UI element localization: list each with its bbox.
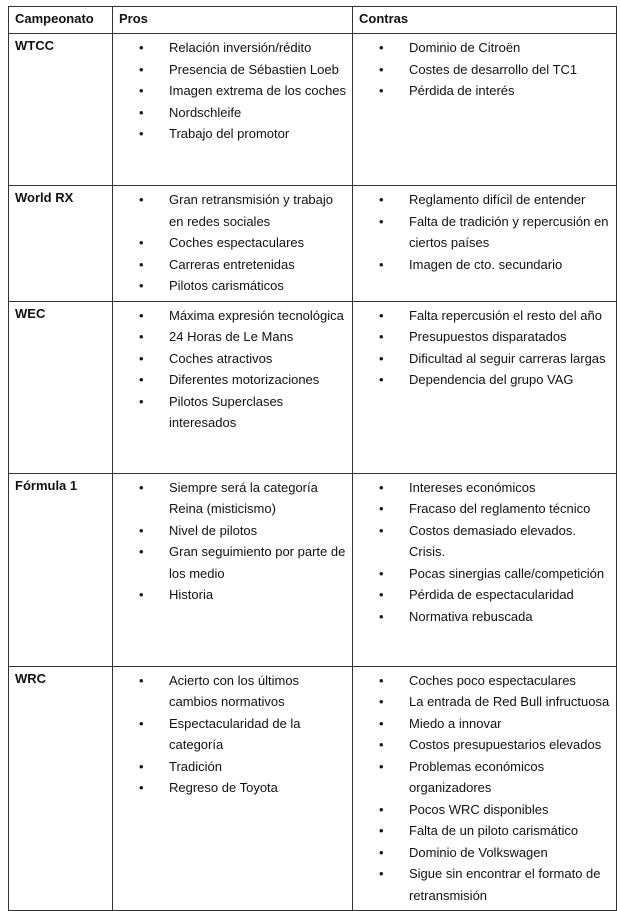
championship-name: WTCC: [9, 34, 113, 186]
list-item-text: Dominio de Citroën: [409, 40, 521, 55]
list-item-text: Trabajo del promotor: [169, 126, 290, 141]
list-item-text: Carreras entretenidas: [169, 256, 295, 272]
bullet-icon: •: [379, 501, 384, 516]
list-item: [113, 254, 348, 276]
bullet-icon: •: [379, 213, 384, 229]
list-item: [353, 254, 612, 276]
list-item: [353, 863, 612, 906]
list-item: [113, 670, 348, 713]
bullet-icon: •: [379, 737, 384, 752]
list-item: [113, 477, 348, 520]
pros-cell: [113, 34, 353, 186]
bullet-icon: •: [379, 587, 384, 602]
bullet-icon: •: [379, 801, 384, 817]
list-item: [353, 211, 612, 254]
bullet-icon: •: [379, 307, 384, 323]
list-item-text: Imagen de cto. secundario: [409, 256, 563, 272]
list-item: [353, 691, 612, 713]
list-item-text: Coches atractivos: [169, 350, 273, 366]
list-item: [353, 305, 612, 327]
list-item-text: Falta de un piloto carismático: [409, 823, 579, 838]
list-item: [353, 189, 612, 211]
list-item-text: Costos demasiado elevados. Crisis.: [409, 522, 576, 559]
list-item-text: Falta de tradición y repercusión en ciertos países: [409, 213, 609, 250]
list-item: [353, 670, 612, 692]
contras-cell: [353, 301, 617, 473]
list-item-text: Falta repercusión el resto del año: [409, 307, 602, 323]
bullet-icon: •: [379, 608, 384, 624]
list-item-text: Pérdida de espectacularidad: [409, 587, 574, 602]
list-item: [113, 305, 348, 327]
bullet-icon: •: [379, 372, 384, 387]
list-item: [353, 348, 612, 370]
bullet-icon: •: [379, 866, 384, 881]
contras-list: [353, 474, 616, 632]
bullet-icon: •: [139, 329, 144, 344]
list-item: [113, 391, 348, 434]
list-item-text: Presupuestos disparatados: [409, 329, 567, 344]
championship-name: World RX: [9, 186, 113, 302]
list-item: [113, 189, 348, 232]
list-item-text: Nordschleife: [169, 104, 242, 120]
list-item: [113, 232, 348, 254]
list-item-text: Dominio de Volkswagen: [409, 844, 548, 860]
bullet-icon: •: [139, 544, 144, 559]
list-item: [113, 59, 348, 81]
list-item-text: Sigue sin encontrar el formato de retransmisión: [409, 866, 601, 903]
list-item: [353, 37, 612, 59]
list-item: [353, 563, 612, 585]
list-item: [113, 713, 348, 756]
list-item: [113, 348, 348, 370]
table-row: [9, 666, 617, 911]
comparison-table: [8, 6, 617, 911]
header-pros: Pros: [113, 7, 353, 34]
list-item-text: Reglamento difícil de entender: [409, 192, 586, 207]
bullet-icon: •: [379, 844, 384, 860]
list-item: [113, 102, 348, 124]
pros-cell: [113, 186, 353, 302]
contras-cell: [353, 666, 617, 911]
list-item-text: Pocos WRC disponibles: [409, 801, 549, 817]
table-row: [9, 473, 617, 666]
bullet-icon: •: [139, 83, 144, 98]
bullet-icon: •: [139, 256, 144, 272]
bullet-icon: •: [139, 40, 144, 55]
list-item-text: Tradición: [169, 758, 222, 774]
list-item-text: Historia: [169, 587, 214, 602]
list-item-text: Diferentes motorizaciones: [169, 372, 320, 387]
bullet-icon: •: [139, 522, 144, 538]
bullet-icon: •: [139, 278, 144, 293]
contras-cell: [353, 473, 617, 666]
list-item-text: Nivel de pilotos: [169, 522, 258, 538]
pros-cell: [113, 301, 353, 473]
list-item-text: Regreso de Toyota: [169, 780, 278, 795]
list-item-text: Presencia de Sébastien Loeb: [169, 61, 339, 77]
table-row: [9, 34, 617, 186]
list-item-text: Dificultad al seguir carreras largas: [409, 350, 606, 366]
contras-cell: [353, 34, 617, 186]
bullet-icon: •: [379, 329, 384, 344]
bullet-icon: •: [379, 715, 384, 731]
bullet-icon: •: [139, 350, 144, 366]
championship-name: Fórmula 1: [9, 473, 113, 666]
bullet-icon: •: [139, 104, 144, 120]
list-item-text: Gran retransmisión y trabajo en redes sociales: [169, 192, 334, 229]
list-item-text: Siempre será la categoría Reina (misticismo): [169, 479, 318, 516]
pros-list: [113, 186, 352, 301]
list-item-text: Pérdida de interés: [409, 83, 515, 98]
bullet-icon: •: [379, 83, 384, 98]
table-row: [9, 186, 617, 302]
list-item: [353, 326, 612, 348]
bullet-icon: •: [139, 393, 144, 409]
list-item: [113, 275, 348, 297]
contras-list: [353, 34, 616, 106]
list-item: [113, 369, 348, 391]
bullet-icon: •: [139, 235, 144, 250]
bullet-icon: •: [139, 758, 144, 774]
header-row: [9, 7, 617, 34]
bullet-icon: •: [139, 192, 144, 207]
pros-cell: [113, 666, 353, 911]
list-item-text: Coches espectaculares: [169, 235, 305, 250]
bullet-icon: •: [139, 372, 144, 387]
list-item: [113, 37, 348, 59]
list-item: [353, 734, 612, 756]
list-item: [113, 777, 348, 799]
list-item-text: Costos presupuestarios elevados: [409, 737, 602, 752]
list-item-text: Gran seguimiento por parte de los medio: [169, 544, 346, 581]
list-item-text: 24 Horas de Le Mans: [169, 329, 294, 344]
bullet-icon: •: [379, 565, 384, 581]
bullet-icon: •: [379, 256, 384, 272]
bullet-icon: •: [379, 522, 384, 538]
bullet-icon: •: [139, 307, 144, 323]
list-item-text: Miedo a innovar: [409, 715, 502, 731]
list-item-text: Coches poco espectaculares: [409, 672, 576, 688]
bullet-icon: •: [139, 672, 144, 688]
bullet-icon: •: [139, 780, 144, 795]
list-item: [353, 477, 612, 499]
pros-list: [113, 667, 352, 803]
list-item-text: Problemas económicos organizadores: [409, 758, 545, 795]
list-item-text: Pilotos carismáticos: [169, 278, 284, 293]
list-item: [113, 520, 348, 542]
bullet-icon: •: [139, 61, 144, 77]
list-item: [353, 369, 612, 391]
header-contras: Contras: [353, 7, 617, 34]
contras-list: [353, 186, 616, 279]
championship-name: WEC: [9, 301, 113, 473]
list-item-text: La entrada de Red Bull infructuosa: [409, 694, 610, 709]
list-item-text: Intereses económicos: [409, 479, 536, 495]
list-item: [113, 584, 348, 606]
list-item: [353, 584, 612, 606]
pros-list: [113, 474, 352, 610]
list-item: [353, 756, 612, 799]
contras-cell: [353, 186, 617, 302]
bullet-icon: •: [139, 715, 144, 731]
bullet-icon: •: [379, 40, 384, 55]
list-item: [113, 80, 348, 102]
bullet-icon: •: [139, 126, 144, 141]
list-item-text: Espectacularidad de la categoría: [169, 715, 301, 752]
pros-list: [113, 34, 352, 149]
list-item-text: Máxima expresión tecnológica: [169, 307, 344, 323]
list-item-text: Normativa rebuscada: [409, 608, 533, 624]
table-row: [9, 301, 617, 473]
list-item-text: Relación inversión/rédito: [169, 40, 312, 55]
list-item: [113, 123, 348, 145]
list-item-text: Dependencia del grupo VAG: [409, 372, 574, 387]
contras-list: [353, 302, 616, 395]
contras-list: [353, 667, 616, 911]
list-item: [353, 520, 612, 563]
pros-list: [113, 302, 352, 438]
list-item-text: Fracaso del reglamento técnico: [409, 501, 591, 516]
bullet-icon: •: [379, 192, 384, 207]
list-item: [353, 498, 612, 520]
list-item: [353, 842, 612, 864]
bullet-icon: •: [379, 672, 384, 688]
bullet-icon: •: [379, 61, 384, 77]
bullet-icon: •: [379, 758, 384, 774]
header-campeonato: Campeonato: [9, 7, 113, 34]
bullet-icon: •: [379, 479, 384, 495]
list-item: [353, 820, 612, 842]
list-item-text: Pocas sinergias calle/competición: [409, 565, 605, 581]
list-item: [113, 541, 348, 584]
bullet-icon: •: [139, 587, 144, 602]
list-item: [353, 713, 612, 735]
list-item-text: Acierto con los últimos cambios normativos: [169, 672, 300, 709]
list-item: [113, 756, 348, 778]
list-item: [353, 799, 612, 821]
list-item: [353, 606, 612, 628]
list-item: [113, 326, 348, 348]
bullet-icon: •: [379, 823, 384, 838]
championship-name: WRC: [9, 666, 113, 911]
bullet-icon: •: [379, 694, 384, 709]
list-item-text: Imagen extrema de los coches: [169, 83, 347, 98]
pros-cell: [113, 473, 353, 666]
bullet-icon: •: [139, 479, 144, 495]
list-item: [353, 80, 612, 102]
list-item: [353, 59, 612, 81]
comparison-table-container: [8, 6, 617, 911]
list-item-text: Costes de desarrollo del TC1: [409, 61, 578, 77]
bullet-icon: •: [379, 350, 384, 366]
list-item-text: Pilotos Superclases interesados: [169, 393, 284, 430]
